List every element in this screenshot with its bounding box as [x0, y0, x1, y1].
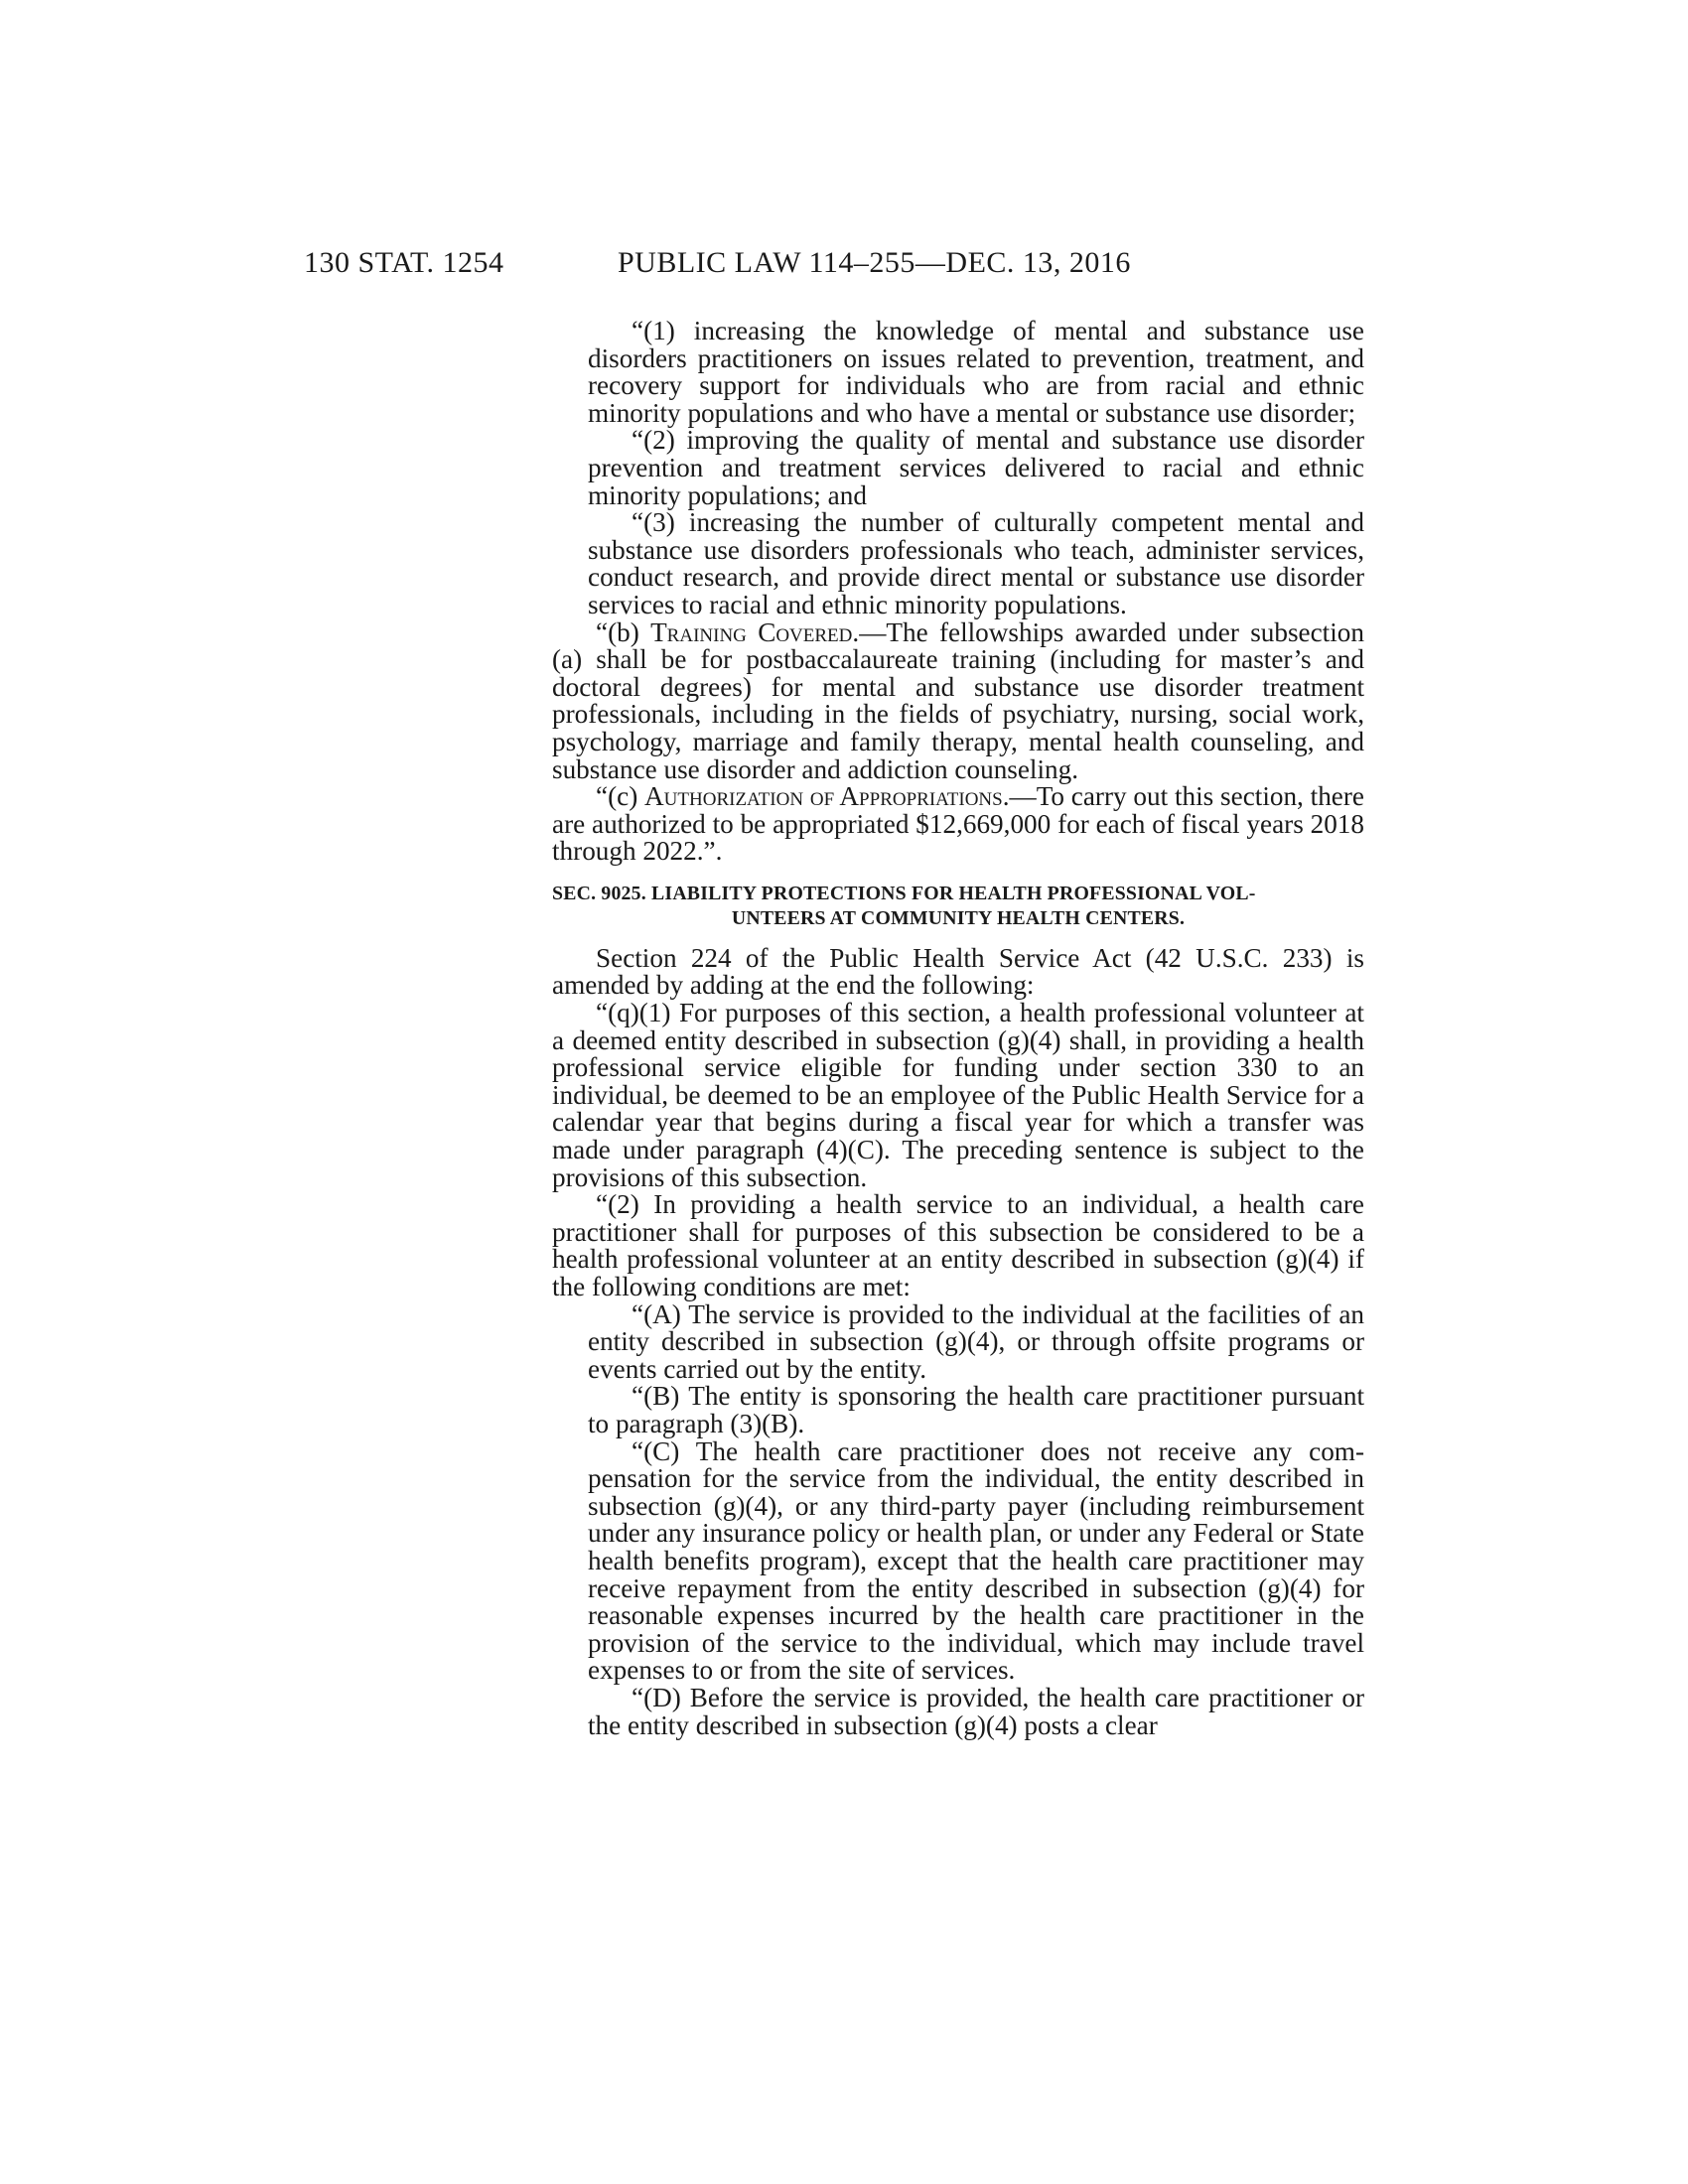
- subsection-c-heading: Authorization of Appropriations.: [644, 781, 1010, 812]
- clause-d: “(D) Before the service is provided, the health care practitioner or the entity described in subsection (g)(4) posts a clear: [588, 1682, 1364, 1740]
- paragraph-q2: “(2) In providing a health service to an individual, a health care practitioner shall for purposes of this subsection be considered to be a health professional volunteer at an entity described in subsection (g)(4) if the following conditions are met:: [552, 1189, 1364, 1301]
- clause-c: “(C) The health care practitioner does not receive any compensation for the service from the individual, the entity described in subsection (g)(4), or any third-party payer (including reimbursement under any insurance policy or health plan, or under any Federal or State health benefits program), except that the health care practitioner may receive repayment from the entity described in subsection (g)(4) for reasonable expenses incurred by the health care practitioner in the provision of the service to the individual, which may include travel expenses to or from the site of services.: [588, 1435, 1364, 1686]
- subsection-c: [552, 783, 1364, 866]
- paragraph-a1: “(1) increasing the knowledge of mental and substance use disorders practitioners on issues related to prevention, treatment, and recovery support for individuals who are from racial and ethnic minority populations and who have a mental or substance use disorder;: [588, 316, 1364, 428]
- subsection-b: [552, 616, 1364, 784]
- subsection-c-text: —To carry out this section, there are authorized to be appropriated $12,669,000 for each of fiscal years 2018 through 2022.”.: [552, 781, 1364, 867]
- clause-b: “(B) The entity is sponsoring the health care practitioner pursuant to paragraph (3)(B).: [588, 1381, 1364, 1438]
- document-body: [552, 318, 1364, 1739]
- section-intro: Section 224 of the Public Health Service Act (42 U.S.C. 233) is amended by adding at the end the following:: [552, 942, 1364, 1001]
- section-heading-line2: UNTEERS AT COMMUNITY HEALTH CENTERS.: [731, 906, 1186, 929]
- section-heading-line1: SEC. 9025. LIABILITY PROTECTIONS FOR HEALTH PROFESSIONAL VOL-: [552, 882, 1256, 904]
- paragraph-a2: “(2) improving the quality of mental and substance use disorder prevention and treatment services delivered to racial and ethnic minority populations; and: [588, 425, 1364, 510]
- subsection-b-text: —The fellowships awarded under subsection (a) shall be for postbaccalaureate training (including for master’s and doctoral degrees) for mental and substance use disorder treatment professionals, including in the fields of psychiatry, nursing, social work, psychology, marriage and family therapy, mental health counseling, and substance use disorder and addiction counseling.: [552, 616, 1364, 784]
- subsection-b-open: “(b): [596, 616, 651, 647]
- subsection-c-open: “(c): [596, 781, 645, 812]
- paragraph-q1: “(q)(1) For purposes of this section, a health professional volunteer at a deemed entity described in subsection (g)(4) shall, in providing a health professional service eligible for funding under section 330 to an individual, be deemed to be an employee of the Public Health Service for a calendar year that begins during a fiscal year for which a transfer was made under paragraph (4)(C). The preceding sentence is subject to the provisions of this subsection.: [552, 998, 1364, 1192]
- section-heading: [552, 882, 1364, 931]
- subsection-b-heading: Training Covered.: [650, 616, 860, 647]
- paragraph-a3: “(3) increasing the number of culturally competent mental and substance use disorders professionals who teach, administer services, conduct research, and provide direct mental or substance use disorder services to racial and ethnic minority populations.: [588, 507, 1364, 619]
- running-header: PUBLIC LAW 114–255—DEC. 13, 2016: [618, 246, 1131, 279]
- page-stat-citation: 130 STAT. 1254: [304, 246, 504, 279]
- clause-a: “(A) The service is provided to the individual at the facilities of an entity described in subsection (g)(4), or through offsite programs or events carried out by the entity.: [588, 1298, 1364, 1384]
